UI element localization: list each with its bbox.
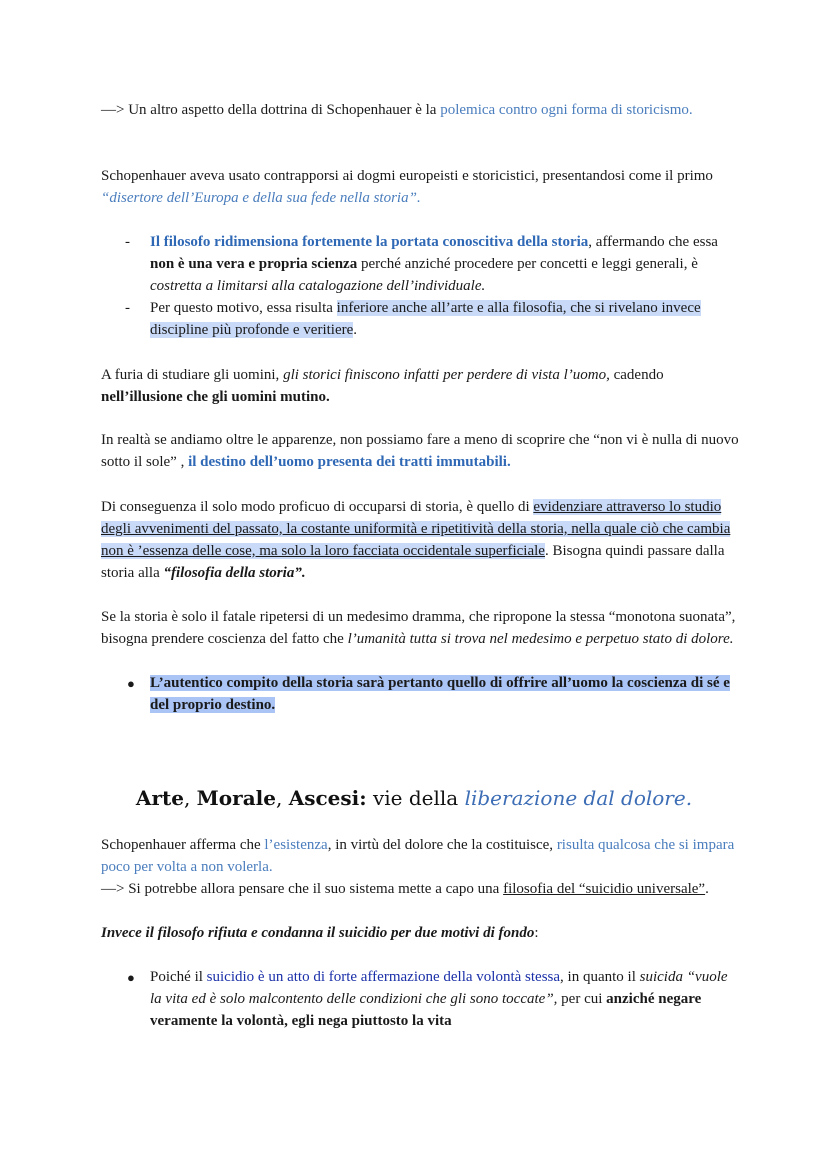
paragraph-disertore (101, 165, 741, 209)
paragraph-invece (101, 922, 741, 944)
text: , in quanto il (560, 969, 640, 985)
list-dash: - (125, 234, 130, 250)
heading-word: Arte (135, 786, 184, 810)
quote-text: “disertore dell’Europa e della sua fede nella storia”. (101, 190, 421, 206)
text: suicida “vuole la vita ed è solo malcontento delle condizioni che gli sono toccate”, (150, 969, 728, 1007)
paragraph-conseguenza (101, 496, 741, 584)
text: Se la storia è solo il fatale ripetersi di un medesimo dramma, che ripropone la stessa “monotona suonata”, bisogna prendere coscienza del fatto che (101, 609, 736, 647)
text: perché anziché procedere per concetti e leggi generali, è (357, 256, 698, 272)
list-item (150, 231, 740, 297)
text: suicidio è un atto di forte affermazione della volontà stessa (206, 969, 561, 985)
text: , affermando che essa (588, 234, 718, 250)
bullet-dot: ● (127, 676, 135, 691)
text: “filosofia della storia”. (163, 565, 306, 581)
text: —> Un altro aspetto della dottrina di Schopenhauer è la (101, 102, 441, 118)
text: per cui (557, 991, 607, 1007)
highlighted-text: evidenziare attraverso lo studio degli avvenimenti del passato, la costante uniformità e ripetitività della storia, nella quale ciò che cambia non è ’essenza delle cose, ma solo la loro facciata occidentale superficiale (101, 499, 731, 559)
text: —> Si potrebbe allora pensare che il suo sistema mette a capo una (101, 881, 504, 897)
list-item (150, 966, 740, 1032)
text: Schopenhauer aveva usato contrapporsi ai dogmi europeisti e storicistici, presentandosi come il primo (101, 168, 713, 184)
text: . (705, 881, 709, 897)
heading-word: Ascesi: (288, 786, 367, 810)
text: Il filosofo ridimensiona fortemente la portata conoscitiva della storia (150, 234, 589, 250)
underlined-text: filosofia del “suicidio universale” (503, 881, 706, 897)
highlighted-text: inferiore anche all’arte e alla filosofia, che si rivelano invece discipline più profonde e veritiere (150, 300, 701, 338)
list-dash: - (125, 300, 130, 316)
text: risulta qualcosa che si impara poco per volta a non volerla. (101, 837, 735, 875)
paragraph-realta (101, 429, 741, 473)
heading-highlight: liberazione dal dolore. (464, 786, 693, 810)
text: Invece il filosofo rifiuta e condanna il suicidio per due motivi di fondo (101, 925, 535, 941)
paragraph-storicismo (101, 99, 741, 121)
highlight-text: polemica contro ogni forma di storicismo. (440, 102, 693, 118)
text: costretta a limitarsi alla catalogazione dell’individuale. (150, 278, 486, 294)
text: l’umanità tutta si trova nel medesimo e perpetuo stato di dolore. (347, 631, 734, 647)
heading-sep: , (183, 786, 197, 810)
paragraph-suicidio (101, 878, 741, 900)
list-item (150, 672, 740, 716)
text: In realtà se andiamo oltre le apparenze, non possiamo fare a meno di scoprire che “non vi è nulla di nuovo sotto il sole” , (101, 432, 739, 470)
text: nell’illusione che gli uomini mutino. (101, 389, 330, 405)
text: cadendo (609, 367, 664, 383)
text: Per questo motivo, essa risulta (150, 300, 337, 316)
heading-sep: , (275, 786, 289, 810)
heading-word: Morale (196, 786, 276, 810)
text: Schopenhauer afferma che (101, 837, 265, 853)
text: anziché negare veramente la volontà, egli nega piuttosto la vita (150, 991, 702, 1029)
list-item (150, 297, 740, 341)
paragraph-furia (101, 364, 741, 408)
text: Di conseguenza il solo modo proficuo di occuparsi di storia, è quello di (101, 499, 534, 515)
heading-text: vie della (366, 786, 465, 810)
text: l’esistenza (264, 837, 328, 853)
text: . (353, 322, 358, 338)
paragraph-monotona (101, 606, 741, 650)
bullet-dot: ● (127, 970, 135, 985)
text: A furia di studiare gli uomini, (101, 367, 284, 383)
section-heading (0, 784, 828, 812)
text: il destino dell’uomo presenta dei tratti immutabili. (188, 454, 511, 470)
text: : (534, 925, 539, 941)
paragraph-esistenza (101, 834, 741, 878)
text: gli storici finiscono infatti per perdere di vista l’uomo, (283, 367, 610, 383)
text: non è una vera e propria scienza (150, 256, 358, 272)
text: . Bisogna quindi passare dalla storia alla (101, 543, 725, 581)
text: Poiché il (150, 969, 207, 985)
highlighted-text: L’autentico compito della storia sarà pertanto quello di offrire all’uomo la coscienza di sé e del proprio destino. (150, 675, 730, 713)
text: , in virtù del dolore che la costituisce, (327, 837, 557, 853)
